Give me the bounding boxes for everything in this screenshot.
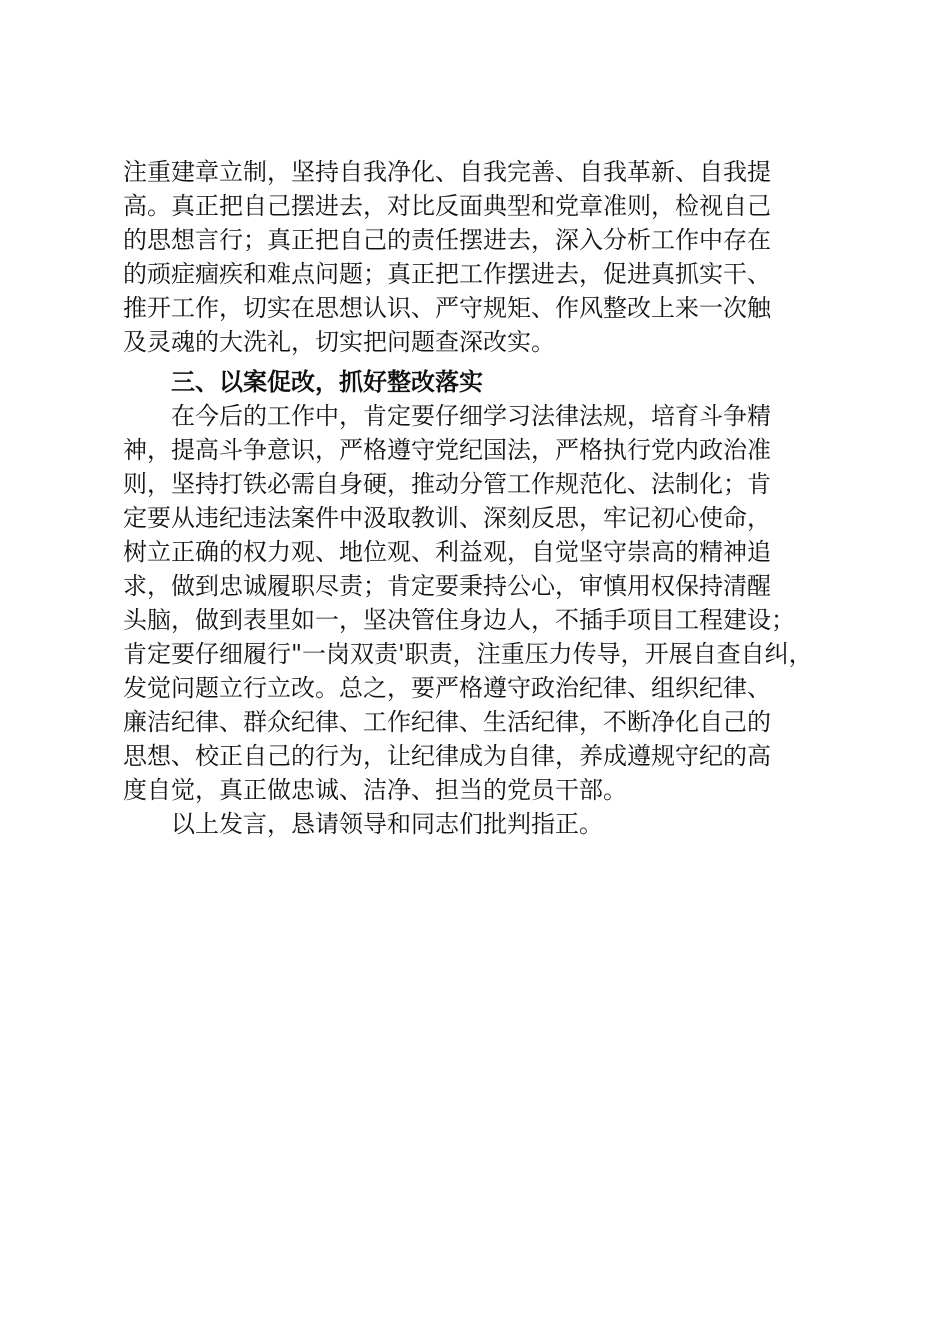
paragraph-line: 头脑，做到表里如一，坚决管住身边人，不插手项目工程建设； bbox=[123, 606, 795, 634]
paragraph-line: 度自觉，真正做忠诚、洁净、担当的党员干部。 bbox=[123, 776, 627, 804]
paragraph-line: 求，做到忠诚履职尽责；肯定要秉持公心，审慎用权保持清醒 bbox=[123, 572, 771, 600]
paragraph-line: 注重建章立制，坚持自我净化、自我完善、自我革新、自我提 bbox=[123, 158, 771, 186]
paragraph-line: 推开工作，切实在思想认识、严守规矩、作风整改上来一次触 bbox=[123, 294, 771, 322]
section-heading: 三、以案促改，抓好整改落实 bbox=[171, 368, 483, 396]
paragraph-line: 树立正确的权力观、地位观、利益观，自觉坚守崇高的精神追 bbox=[123, 538, 771, 566]
paragraph-line: 的顽症痼疾和难点问题；真正把工作摆进去，促进真抓实干、 bbox=[123, 260, 771, 288]
paragraph-line: 则，坚持打铁必需自身硬，推动分管工作规范化、法制化；肯 bbox=[123, 470, 771, 498]
paragraph-line: 在今后的工作中，肯定要仔细学习法律法规，培育斗争精 bbox=[171, 402, 771, 430]
paragraph-line: 肯定要仔细履行"一岗双责'职责，注重压力传导，开展自查自纠， bbox=[123, 640, 813, 668]
paragraph-line: 的思想言行；真正把自己的责任摆进去，深入分析工作中存在 bbox=[123, 226, 771, 254]
paragraph-line: 廉洁纪律、群众纪律、工作纪律、生活纪律，不断净化自己的 bbox=[123, 708, 771, 736]
paragraph-line: 发觉问题立行立改。总之，要严格遵守政治纪律、组织纪律、 bbox=[123, 674, 771, 702]
paragraph-line: 高。真正把自己摆进去，对比反面典型和党章准则，检视自己 bbox=[123, 192, 771, 220]
paragraph-line: 定要从违纪违法案件中汲取教训、深刻反思，牢记初心使命， bbox=[123, 504, 771, 532]
paragraph-line: 思想、校正自己的行为，让纪律成为自律，养成遵规守纪的高 bbox=[123, 742, 771, 770]
closing-line: 以上发言，恳请领导和同志们批判指正。 bbox=[171, 810, 603, 838]
paragraph-line: 及灵魂的大洗礼，切实把问题查深改实。 bbox=[123, 328, 555, 356]
paragraph-line: 神，提高斗争意识，严格遵守党纪国法，严格执行党内政治准 bbox=[123, 436, 771, 464]
